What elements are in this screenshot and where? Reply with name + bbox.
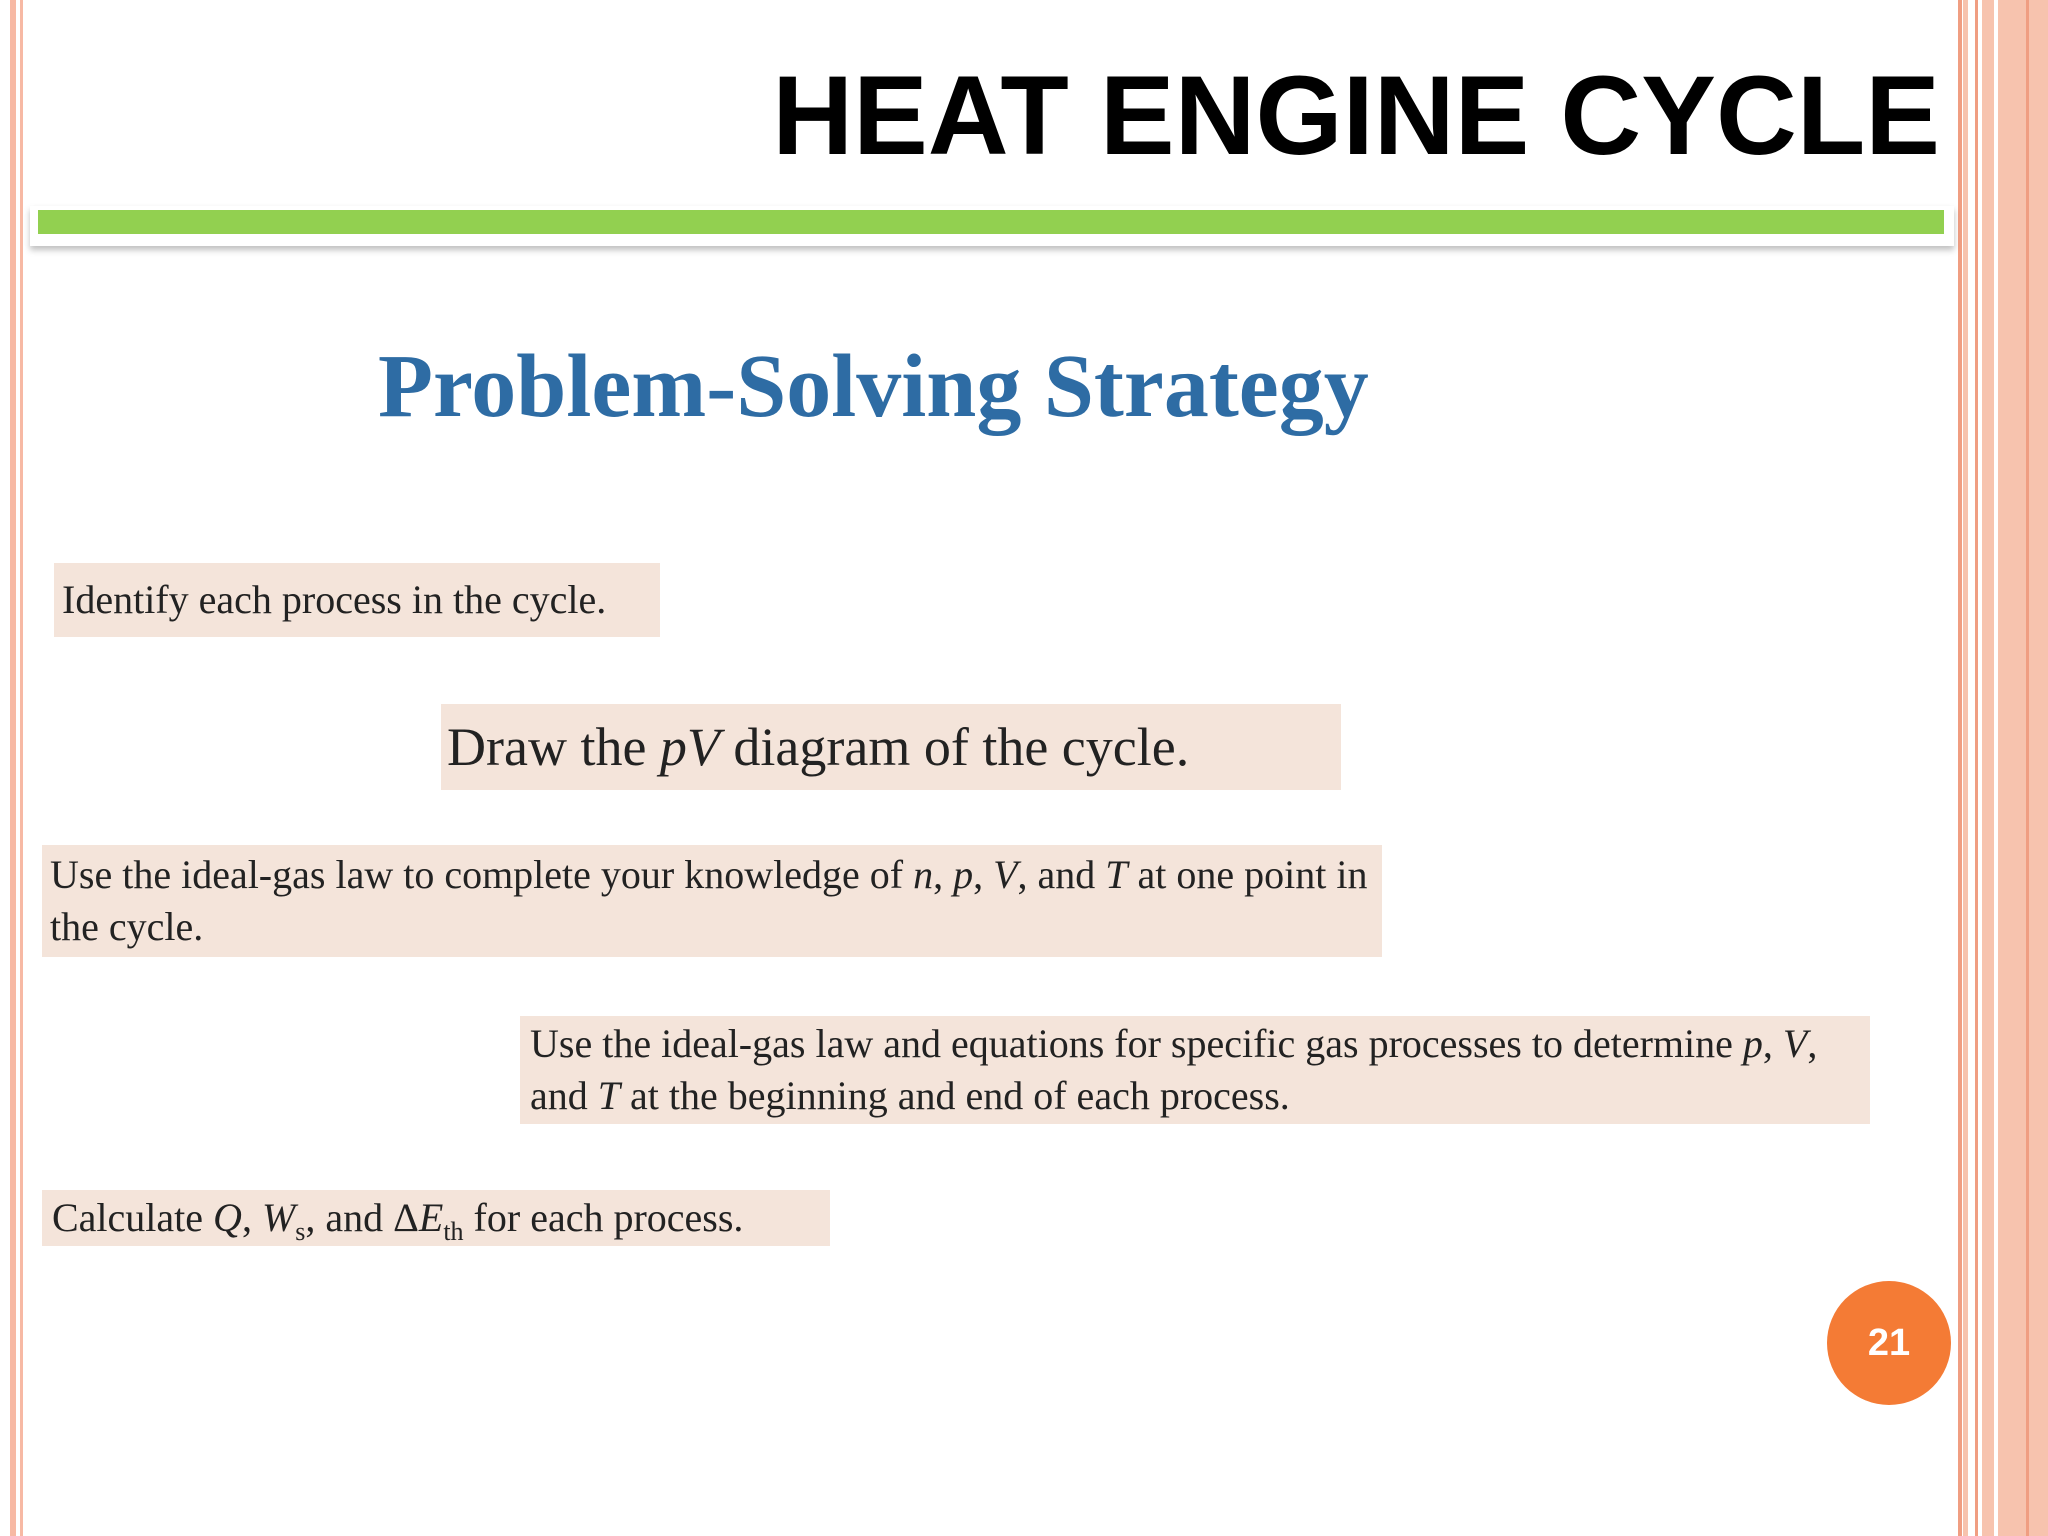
variable-t: T [1105,852,1128,897]
step-specific-processes [520,1016,1870,1124]
separator: , [1762,1021,1783,1066]
right-border-band [1982,0,1994,1536]
step-text: Use the ideal-gas law and equations for specific gas processes to determine [530,1021,1743,1066]
step-draw-pv-diagram [441,704,1341,790]
variable-p: p [953,852,974,897]
variable-n: n [913,852,934,897]
variable-p: p [1742,1021,1763,1066]
variable-v: V [686,717,720,777]
step-text: diagram of the cycle. [719,717,1190,777]
step-text: for each process. [463,1195,744,1240]
variable-v: V [993,852,1018,897]
step-text: Use the ideal-gas law to complete your knowledge of [50,852,914,897]
subscript-th: th [443,1217,464,1246]
right-border [1958,0,2048,1536]
step-text: at one point in the cycle. [50,852,1368,949]
variable-w: W [261,1195,296,1240]
right-border-band [1998,0,2048,1536]
variable-q: Q [213,1195,242,1240]
right-border-band [1963,0,1968,1536]
right-border-line [1958,0,1962,1536]
separator: , [933,852,954,897]
right-border-line [2026,0,2029,1536]
step-text: at the beginning and end of each process. [620,1073,1290,1118]
step-text: Identify each process in the cycle. [62,577,607,622]
variable-v: V [1782,1021,1808,1066]
page-number-badge: 21 [1827,1281,1951,1405]
slide-title: HEAT ENGINE CYCLE [772,53,1940,178]
variable-p: p [659,717,687,777]
separator: , [973,852,994,897]
step-text: Calculate [52,1195,214,1240]
variable-t: T [597,1073,621,1118]
title-rule [38,210,1944,234]
step-text: Draw the [447,717,660,777]
variable-e: E [418,1195,444,1240]
separator: , [241,1195,262,1240]
left-border [0,0,28,1536]
step-calculate-energy [42,1190,830,1246]
left-border-stripe [10,0,16,1536]
separator: , and Δ [305,1195,419,1240]
step-identify-process [54,563,660,637]
strategy-heading: Problem-Solving Strategy [378,337,1369,436]
step-ideal-gas-law [42,845,1382,957]
subscript-s: s [295,1217,306,1246]
left-border-stripe [20,0,23,1536]
separator: , and [530,1021,1818,1118]
separator: , and [1017,852,1106,897]
right-border-line [1975,0,1978,1536]
